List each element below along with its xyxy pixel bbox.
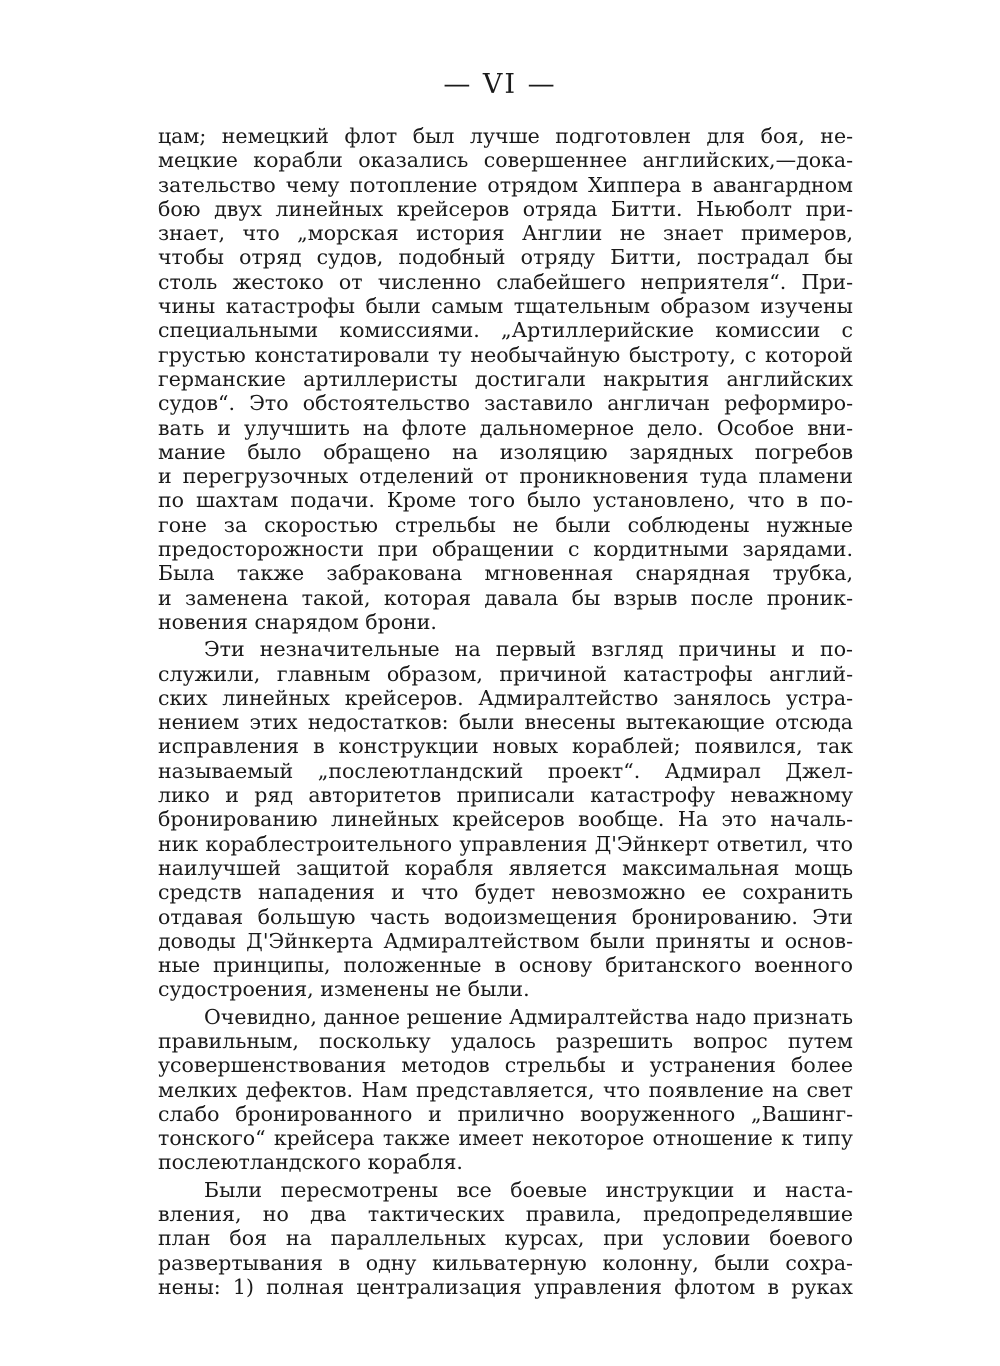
text-line: зательство чему потопление отрядом Хиппера в авангардном bbox=[158, 172, 853, 197]
text-line: ник кораблестроительного управления Д'Эйнкерт ответил, что bbox=[158, 831, 853, 856]
text-line: германские артиллеристы достигали накрытия английских bbox=[158, 366, 853, 391]
text-line: лико и ряд авторитетов приписали катастрофу неважному bbox=[158, 783, 853, 808]
text-line: предосторожности при обращении с кордитными зарядами. bbox=[158, 537, 853, 562]
text-line: мецкие корабли оказались совершеннее английских,—дока- bbox=[158, 148, 853, 173]
text-line: чины катастрофы были самым тщательным образом изучены bbox=[158, 294, 853, 319]
text-line: специальными комиссиями. „Артиллерийские комиссии с bbox=[158, 318, 853, 343]
text-line: служили, главным образом, причиной катастрофы англий- bbox=[158, 661, 853, 686]
text-line: Была также забракована мгновенная снарядная трубка, bbox=[158, 561, 853, 586]
text-line: цам; немецкий флот был лучше подготовлен для боя, не- bbox=[158, 124, 853, 148]
text-line: Эти незначительные на первый взгляд причины и по- bbox=[204, 637, 853, 662]
text-line: Очевидно, данное решение Адмиралтейства надо признать bbox=[204, 1004, 853, 1029]
text-line: бронированию линейных крейсеров вообще. На это началь- bbox=[158, 807, 853, 832]
text-line: мелких дефектов. Нам представляется, что появление на свет bbox=[158, 1077, 853, 1102]
text-line: судостроения, изменены не были. bbox=[158, 977, 530, 1002]
text-line: нением этих недостатков: были внесены вытекающие отсюда bbox=[158, 710, 853, 735]
text-line: гоне за скоростью стрельбы не были соблюдены нужные bbox=[158, 512, 853, 537]
text-line: знает, что „морская история Англии не знает примеров, bbox=[158, 221, 853, 246]
paragraph bbox=[158, 124, 853, 634]
text-line: нены: 1) полная централизация управления флотом в руках bbox=[158, 1274, 853, 1299]
text-line: бою двух линейных крейсеров отряда Битти. Ньюболт при- bbox=[158, 196, 853, 221]
text-line: тонского“ крейсера также имеет некоторое отношение к типу bbox=[158, 1126, 853, 1151]
text-line: исправления в конструкции новых кораблей; появился, так bbox=[158, 734, 853, 759]
page-number: — VI — bbox=[443, 69, 557, 100]
text-line: новения снарядом брони. bbox=[158, 609, 437, 634]
text-line: послеютландского корабля. bbox=[158, 1150, 463, 1175]
text-line: наилучшей защитой корабля является максимальная мощь bbox=[158, 855, 853, 880]
text-line: и перегрузочных отделений от проникновения туда пламени bbox=[158, 464, 853, 489]
text-line: столь жестоко от численно слабейшего неприятеля“. При- bbox=[158, 269, 853, 294]
text-line: мание было обращено на изоляцию зарядных погребов bbox=[158, 439, 853, 464]
text-line: ских линейных крейсеров. Адмиралтейство занялось устра- bbox=[158, 685, 853, 710]
text-line: Были пересмотрены все боевые инструкции и наста- bbox=[204, 1177, 853, 1202]
text-line: развертывания в одну кильватерную колонну, были сохра- bbox=[158, 1250, 853, 1275]
text-line: план боя на параллельных курсах, при условии боевого bbox=[158, 1226, 853, 1251]
text-line: вать и улучшить на флоте дальномерное дело. Особое вни- bbox=[158, 415, 853, 440]
text-line: по шахтам подачи. Кроме того было установлено, что в по- bbox=[158, 488, 853, 513]
text-line: и заменена такой, которая давала бы взрыв после проник- bbox=[158, 585, 853, 610]
text-line: ные принципы, положенные в основу британского военного bbox=[158, 953, 853, 978]
paragraph bbox=[158, 637, 853, 1001]
text-line: слабо бронированного и прилично вооруженного „Вашинг- bbox=[158, 1101, 853, 1126]
text-line: грустью констатировали ту необычайную быстроту, с которой bbox=[158, 342, 853, 367]
text-line: усовершенствования методов стрельбы и устранения более bbox=[158, 1053, 853, 1078]
paragraph bbox=[158, 1178, 853, 1299]
text-line: правильным, поскольку удалось разрешить вопрос путем bbox=[158, 1028, 853, 1053]
text-line: доводы Д'Эйнкерта Адмиралтейством были приняты и основ- bbox=[158, 928, 853, 953]
text-line: называемый „послеютландский проект“. Адмирал Джел- bbox=[158, 758, 853, 783]
text-line: чтобы отряд судов, подобный отряду Битти, пострадал бы bbox=[158, 245, 853, 270]
text-line: отдавая большую часть водоизмещения бронированию. Эти bbox=[158, 904, 853, 929]
text-line: вления, но два тактических правила, предопределявшие bbox=[158, 1202, 853, 1227]
text-line: средств нападения и что будет невозможно ее сохранить bbox=[158, 880, 853, 905]
body-text bbox=[158, 124, 853, 1299]
text-line: судов“. Это обстоятельство заставило англичан реформиро- bbox=[158, 391, 853, 416]
paragraph bbox=[158, 1005, 853, 1175]
